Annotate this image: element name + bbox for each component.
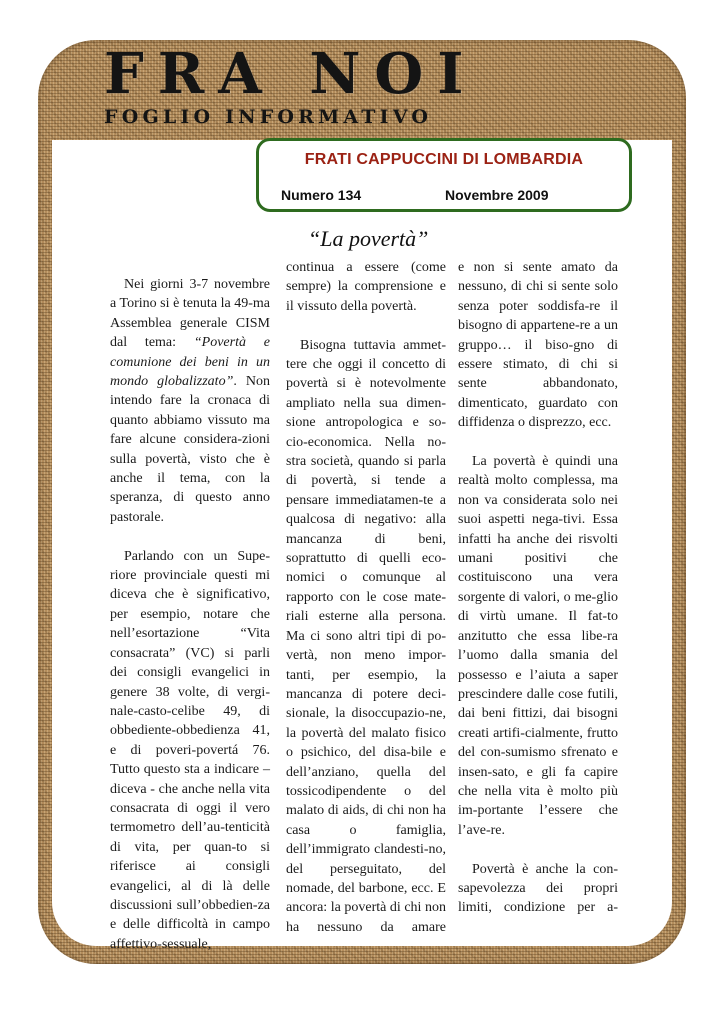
paragraph: Bisogna tuttavia ammet-tere che oggi il concetto di povertà si è notevolmente ampliato nella sua dimen-sione antropologica e so-cio-economica. Nella no-stra società, quando si parla di povertà, si tende a pensare immediatamen-te a qualcosa di negativo: alla mancanza di beni, soprattutto di quelli eco-nomici o comunque al rapporto con le cose mate-riali esterne alla persona. Ma ci sono altri tipi di po-vertà, non meno impor-tanti, per esempio, la mancanza di potere deci-sionale, la disoccupazio-ne, la povertà del malato fisico o psichico, del disa-bile e dell’anziano, quella del tossicodipendente o del malato di aids, di chi non ha casa o famiglia, dell’immigrato clandesti-no, del perseguitato, del nomade, del barbone, ecc. E ancora: la povertà di chi non ha nessuno da amare [286, 337, 446, 935]
paragraph: La povertà è quindi una realtà molto complessa, ma non va considerata solo nei suoi aspetti nega-tivi. Essa infatti ha anche dei risvolti umani positivi che costituiscono una vera sorgente di valori, o me-glio di virtù umane. Il fat-to anzitutto che essa libe-ra l’uomo dalla smania del possesso e l’aiuta a saper prescindere dalle cose futili, dai beni fittizi, dai bisogni creati artifi-cialmente, frutto del con-sumismo sfrenato e insen-sato, e gli fa capire che nella vita è molto più im-portante l’essere che l’ave-re. [458, 454, 618, 838]
article-title: “La povertà” [308, 226, 429, 251]
newsletter-title: FRA NOI [104, 41, 478, 107]
paragraph: e non si sente amato da nessuno, di chi si sente solo senza poter soddisfa-re il bisogno di appartene-re a un gruppo… il biso-gno di essere stimato, di chi si sente abbandonato, dimenticato, guardato con diffidenza o disprezzo, ecc. [458, 260, 618, 431]
paragraph: continua a essere (come sempre) la comprensione e il vissuto della povertà. [286, 260, 446, 314]
article-column-1 [110, 275, 270, 954]
text-run: Nei giorni 3-7 novembre a Torino si è tenuta la 49-ma Assemblea generale CISM dal tema: [110, 277, 270, 351]
theme-quote: “Povertà e comunione dei beni in un mondo globalizzato” [110, 335, 270, 390]
paragraph: Parlando con un Supe-riore provinciale questi mi diceva che è significativo, per esempio, notare che nell’esortazione “Vita consacrata” (VC) si parli dei consigli evangelici in genere 38 volte, di vergi-nale-casto-celibe 49, di obbediente-obbedienza 41, e di poveri-povertá 76. Tutto questo sta a indicare – diceva - che anche nella vita consacrata di oggi il vero termometro dell’au-tenticità di vita, per quan-to si riferisce ai consigli evangelici, al di là delle discussioni sull’obbedien-za e delle difficoltà in campo affettivo-sessuale, [110, 548, 270, 952]
text-run: . Non intendo fare la cronaca di quanto abbiamo vissuto ma fare alcune considera-zioni sulla povertà, visto che è anche il tema, con la speranza, di questo anno pastorale. [110, 374, 270, 525]
issue-date: Novembre 2009 [445, 187, 549, 203]
newsletter-subtitle: FOGLIO INFORMATIVO [104, 106, 433, 128]
info-box [256, 138, 632, 212]
article-column-3 [458, 258, 618, 918]
issue-number: Numero 134 [281, 187, 362, 203]
order-name: FRATI CAPPUCCINI DI LOMBARDIA [304, 151, 584, 168]
paragraph [110, 275, 270, 527]
article-column-2 [286, 258, 446, 937]
paragraph: Povertà è anche la con-sapevolezza dei propri limiti, condizione per a- [458, 861, 618, 916]
